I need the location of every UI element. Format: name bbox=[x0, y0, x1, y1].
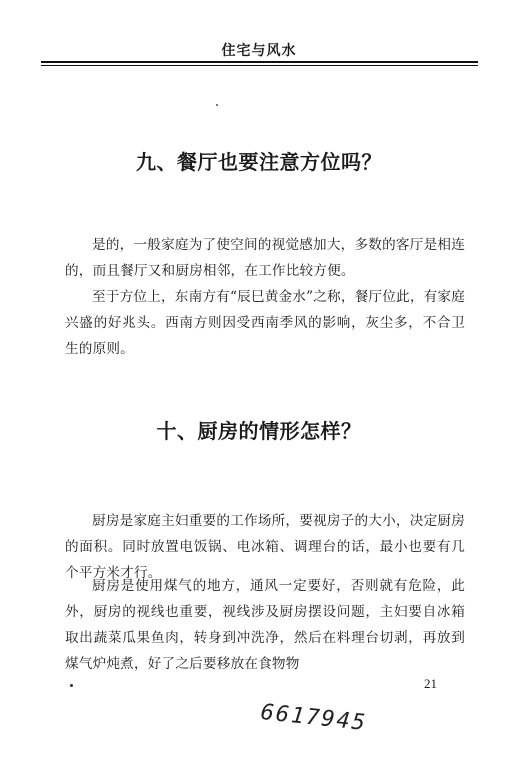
section-10-paragraph-1: 厨房是家庭主妇重要的工作场所，要视房子的大小，决定厨房的面积。同时放置电饭锅、电冰箱、调理台的话，最小也要有几个平方米才行。 bbox=[65, 513, 465, 581]
section-heading-9: 九、餐厅也要注意方位吗？ bbox=[136, 150, 382, 174]
section-9-paragraph-2: 至于方位上，东南方有“辰巳黄金水”之称，餐厅位此，有家庭兴盛的好兆头。西南方则因受西南季风的影响，灰尘多，不合卫生的原则。 bbox=[65, 289, 465, 357]
page-number: 21 bbox=[424, 676, 437, 691]
header-rule-thick bbox=[41, 61, 478, 63]
print-speck bbox=[216, 104, 218, 106]
section-9-paragraph-1: 是的，一般家庭为了使空间的视觉感加大，多数的客厅是相连的，而且餐厅又和厨房相邻，在工作比较方便。 bbox=[65, 237, 465, 279]
section-10-paragraph-2: 厨房是使用煤气的地方，通风一定要好，否则就有危险，此外，厨房的视线也重要，视线涉及厨房摆设问题，主妇要自冰箱取出蔬菜瓜果鱼肉，转身到冲洗净，然后在料理台切剥，再放到煤气炉炖煮，好了之后要移放在食物物 bbox=[65, 578, 465, 672]
handwritten-stamp-number: 6617945 bbox=[259, 700, 369, 737]
section-heading-10: 十、厨房的情形怎样？ bbox=[156, 419, 362, 443]
print-speck-footer bbox=[70, 684, 73, 687]
header-rule-thin bbox=[41, 65, 478, 66]
running-header: 住宅与风水 bbox=[221, 43, 297, 59]
